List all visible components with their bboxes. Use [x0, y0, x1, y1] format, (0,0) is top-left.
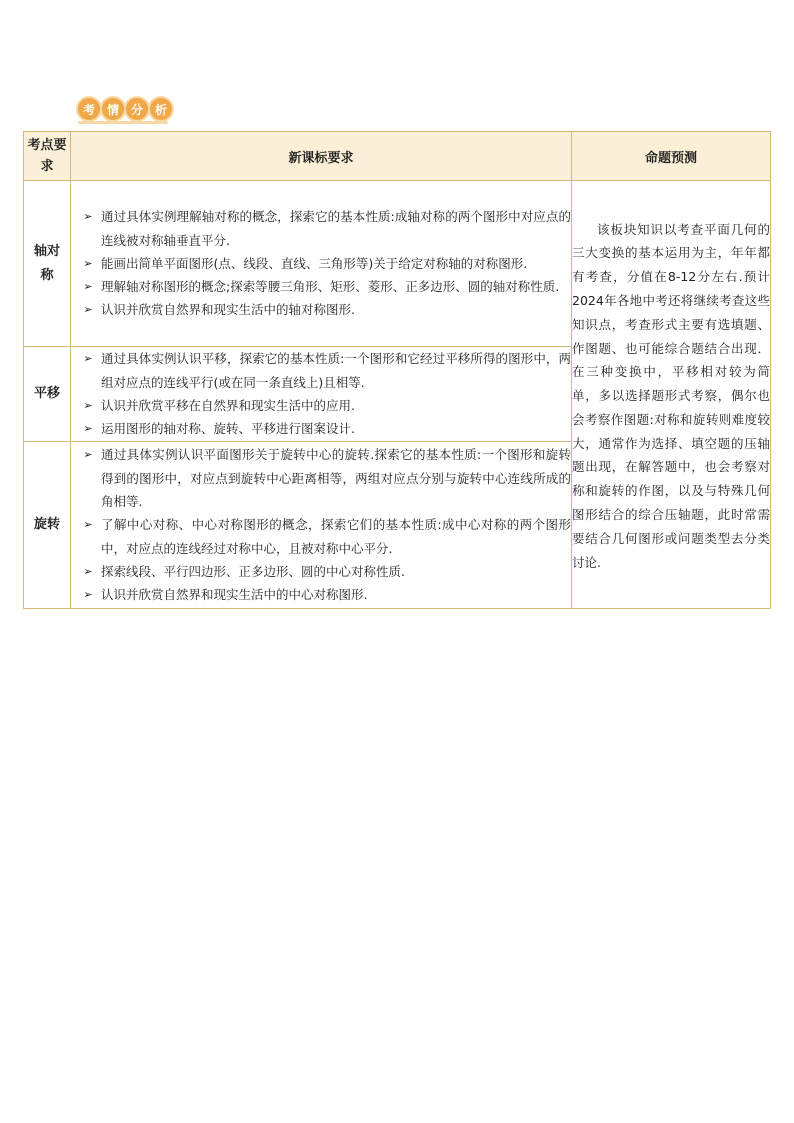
list-item: [71, 275, 571, 298]
requirement-text: 运用图形的轴对称、旋转、平移进行图案设计.: [101, 421, 355, 437]
arrow-bullet-icon: ➢: [83, 588, 93, 602]
list-item: [71, 205, 571, 252]
header-prediction-label: 命题预测: [644, 150, 697, 166]
list-item: [71, 298, 571, 321]
kaodian-cell: [24, 442, 71, 609]
arrow-bullet-icon: ➢: [83, 564, 93, 578]
kaodian-cell: [24, 181, 71, 347]
requirement-text: 能画出简单平面图形(点、线段、直线、三角形等)关于给定对称轴的对称图形.: [101, 255, 528, 271]
arrow-bullet-icon: ➢: [83, 448, 93, 462]
list-item: [71, 583, 571, 606]
prediction-cell: [572, 181, 771, 609]
requirement-text: 认识并欣赏平移在自然界和现实生活中的应用.: [101, 398, 355, 413]
section-title-badge: [76, 96, 172, 122]
arrow-bullet-icon: ➢: [83, 352, 93, 366]
header-requirement-label: 新课标要求: [288, 150, 354, 166]
table-row-zhouduichen: [24, 181, 771, 347]
requirement-text: 了解中心对称、中心对称图形的概念，探索它们的基本性质:成中心对称的两个图形中，对应点的连线经过对称中心，且被对称中心平分.: [101, 517, 571, 556]
list-item: [71, 347, 571, 394]
list-item: [71, 513, 571, 560]
arrow-bullet-icon: ➢: [83, 422, 93, 436]
table-header-row: [24, 132, 771, 181]
arrow-bullet-icon: ➢: [83, 210, 93, 224]
requirement-cell: [71, 442, 572, 609]
kaodian-name: 旋转: [33, 517, 60, 532]
kaodian-cell: [24, 347, 71, 442]
requirement-text: 认识并欣赏自然界和现实生活中的中心对称图形.: [101, 587, 368, 603]
requirement-cell: [71, 181, 572, 347]
requirement-text: 认识并欣赏自然界和现实生活中的轴对称图形.: [101, 302, 355, 318]
kaodian-name: 轴对称: [33, 243, 60, 283]
arrow-bullet-icon: ➢: [83, 303, 93, 317]
kaodian-name: 平移: [33, 386, 60, 401]
header-kaodian: [24, 132, 71, 181]
list-item: [71, 417, 571, 440]
header-requirement: [71, 132, 572, 181]
arrow-bullet-icon: ➢: [83, 518, 93, 532]
section-title-char: 析: [148, 96, 174, 122]
section-title-char: 考: [76, 96, 102, 122]
section-title-char: 分: [124, 96, 150, 122]
list-item: [71, 443, 571, 513]
arrow-bullet-icon: ➢: [83, 399, 93, 412]
requirement-cell: [71, 347, 572, 442]
arrow-bullet-icon: ➢: [83, 280, 93, 294]
requirement-text: 通过具体实例理解轴对称的概念，探索它的基本性质:成轴对称的两个图形中对应点的连线被对称轴垂直平分.: [101, 209, 571, 248]
prediction-text: 该板块知识以考查平面几何的三大变换的基本运用为主，年年都有考查，分值在8-12分左右.预计2024年各地中考还将继续考查这些知识点，考查形式主要有选填题、作图题、也可能综合题结合出现．在三种变换中，平移相对较为简单，多以选择题形式考察，偶尔也会考察作图题:对称和旋转则难度较大，通常作为选择、填空题的压轴题出现，在解答题中，也会考察对称和旋转的作图，以及与特殊几何图形结合的综合压轴题，此时常需要结合几何图形或问题类型去分类讨论.: [572, 221, 770, 570]
requirement-text: 通过具体实例认识平移，探索它的基本性质:一个图形和它经过平移所得的图形中，两组对应点的连线平行(或在同一条直线上)且相等.: [101, 351, 571, 390]
list-item: [71, 560, 571, 583]
list-item: [71, 394, 571, 417]
requirement-text: 通过具体实例认识平面图形关于旋转中心的旋转.探索它的基本性质:一个图形和旋转得到的图形中，对应点到旋转中心距离相等，两组对应点分别与旋转中心连线所成的角相等.: [101, 447, 571, 510]
header-prediction: [572, 132, 771, 181]
section-title-char: 情: [100, 96, 126, 122]
list-item: [71, 252, 571, 275]
requirement-text: 理解轴对称图形的概念;探索等腰三角形、矩形、菱形、正多边形、圆的轴对称性质.: [101, 279, 560, 295]
requirement-text: 探索线段、平行四边形、正多边形、圆的中心对称性质.: [101, 563, 405, 579]
header-kaodian-label: 考点要求: [27, 138, 67, 174]
arrow-bullet-icon: ➢: [83, 256, 93, 270]
section-title-underline: [78, 121, 168, 124]
analysis-table: [23, 131, 771, 609]
